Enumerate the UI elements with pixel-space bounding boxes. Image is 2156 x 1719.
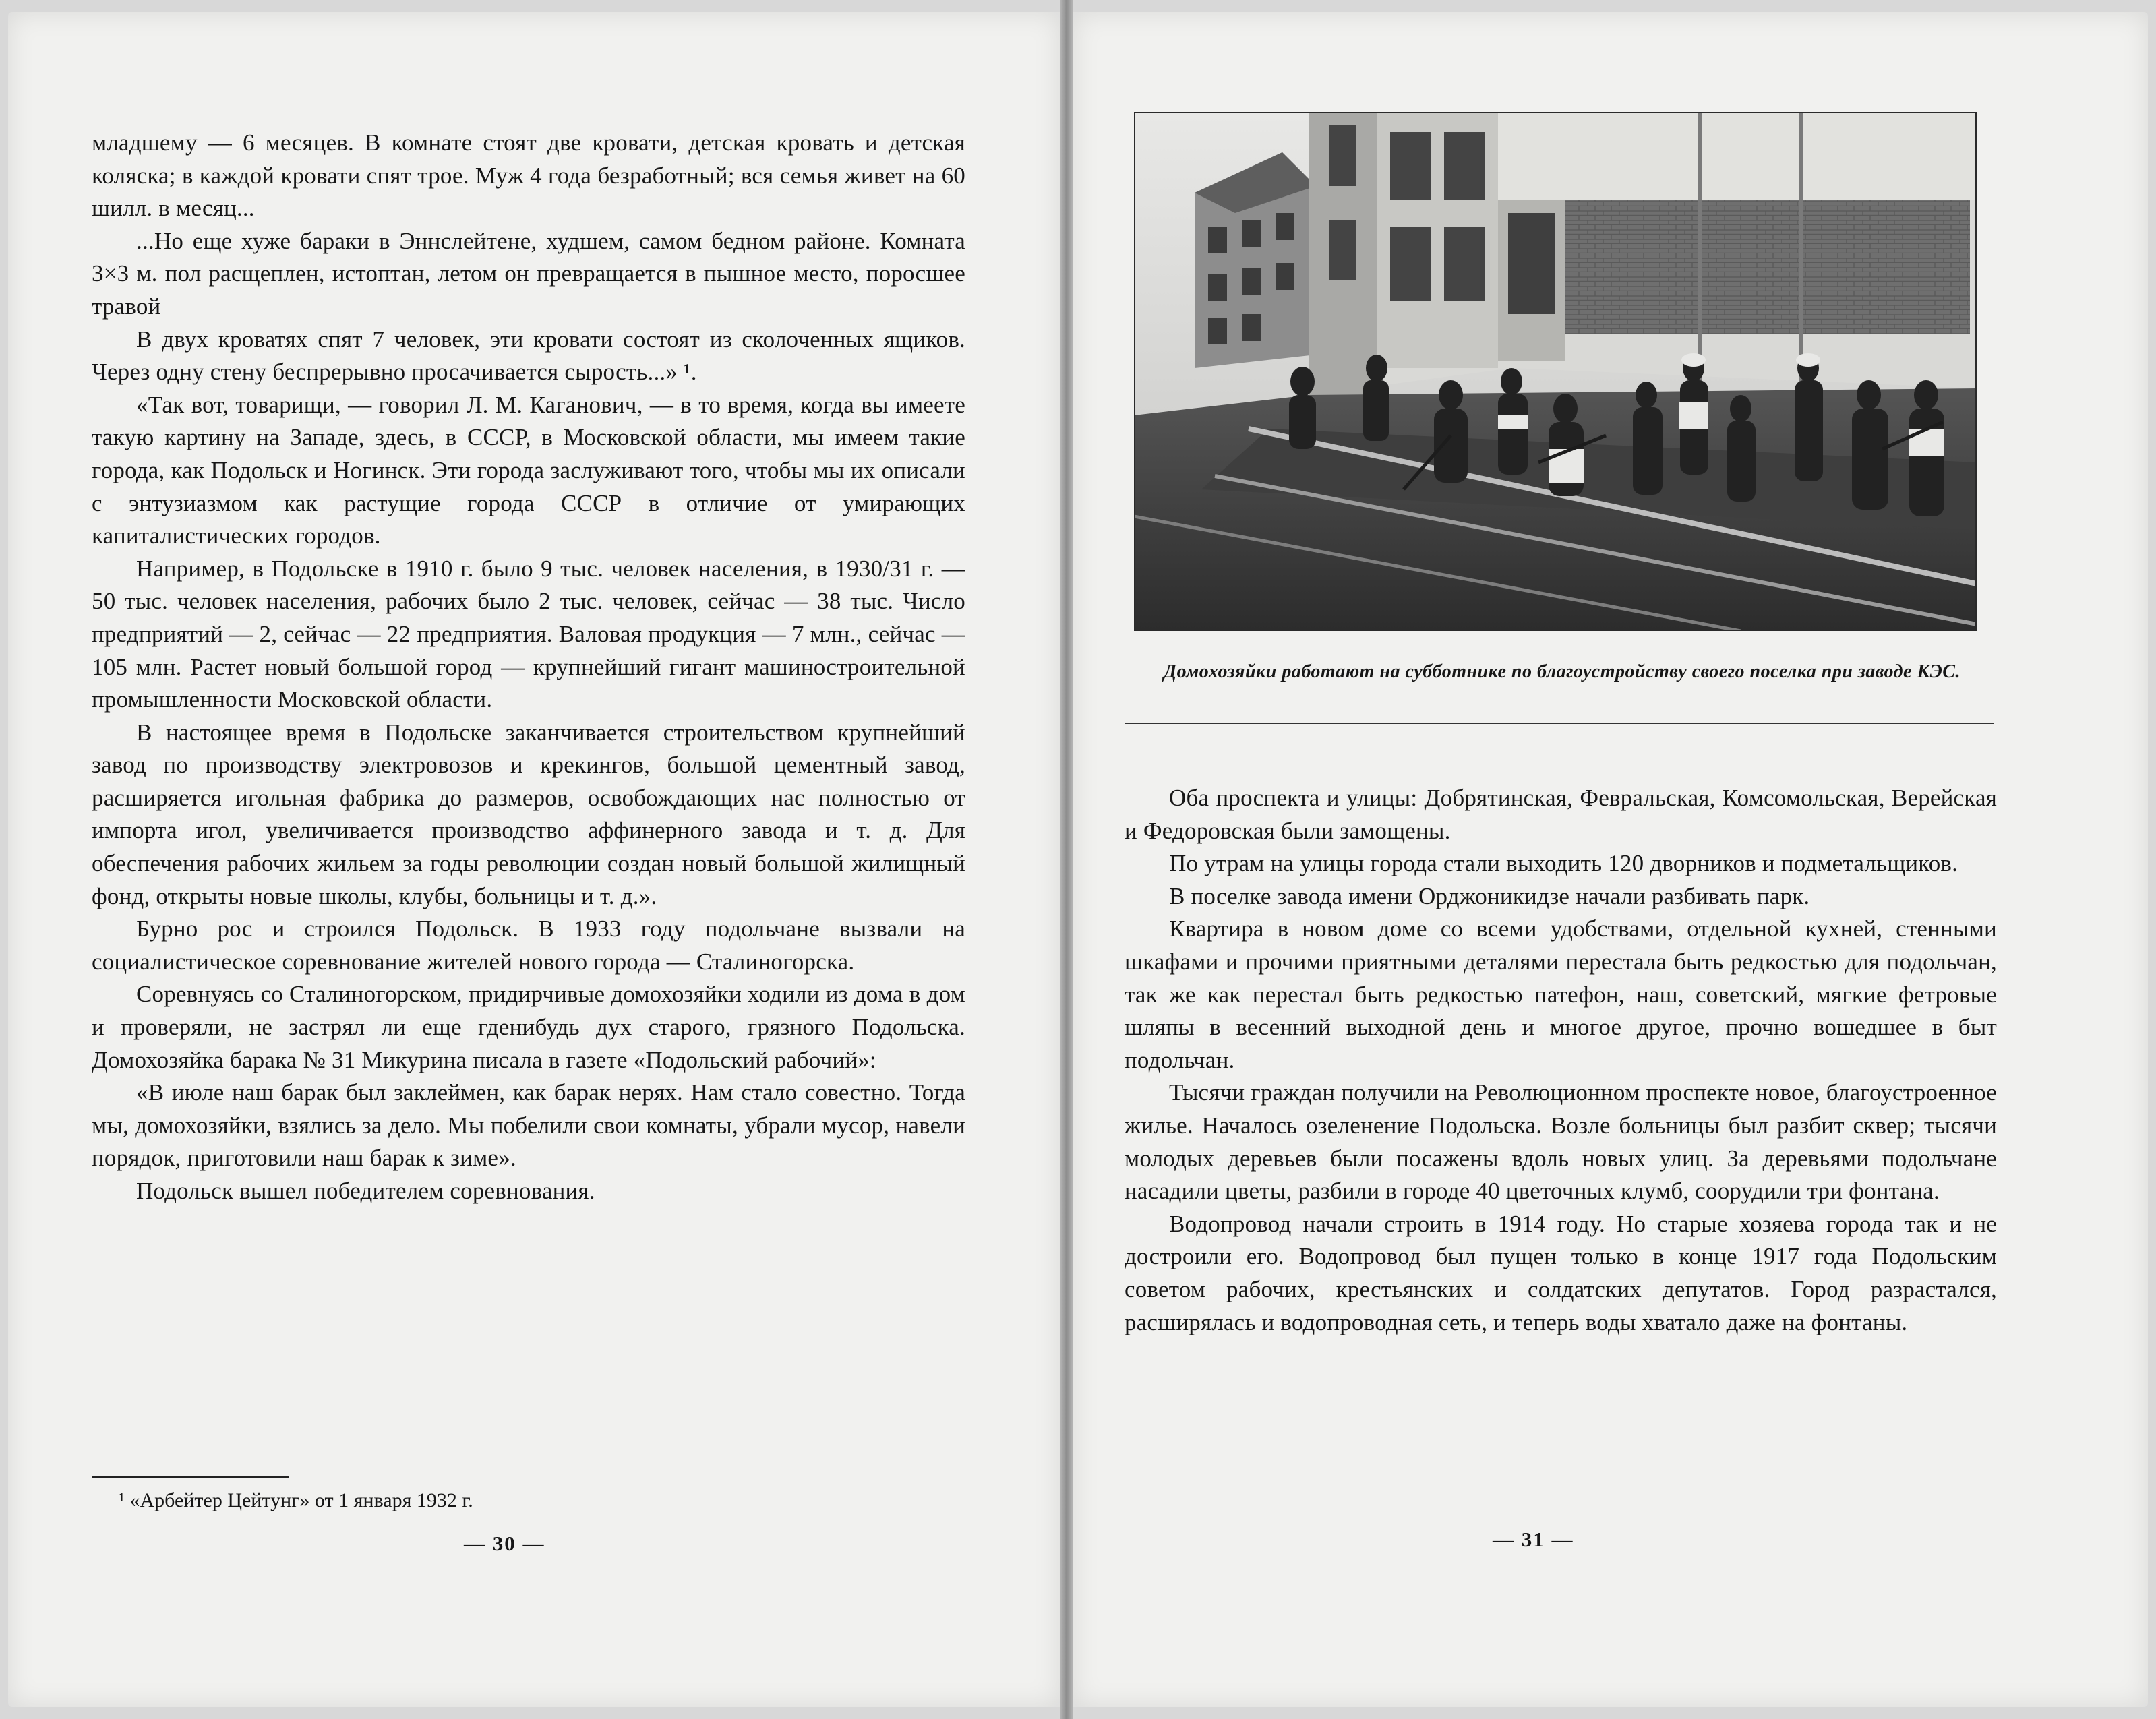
left-page-text xyxy=(92,127,965,1208)
page-number: — 31 — xyxy=(1493,1528,1574,1551)
paragraph: «В июле наш барак был заклеймен, как барак нерях. Нам стало совестно. Тогда мы, домохозяйки, взялись за дело. Мы побелили свои комнаты, убрали мусор, навели порядок, приготовили наш барак к зиме». xyxy=(92,1079,965,1172)
paragraph: Соревнуясь со Сталиногорском, придирчивые домохозяйки ходили из дома в дом и проверяли, не застрял ли еще гденибудь дух старого, грязного Подольска. Домохозяйка барака № 31 Микурина писала в газете «Подольский рабочий»: xyxy=(92,981,965,1073)
photo-caption: Домохозяйки работают на субботнике по благоустройству своего поселка при заводе КЭС. xyxy=(1164,661,1960,682)
paragraph: Квартира в новом доме со всеми удобствами, отдельной кухней, стенными шкафами и прочими приятными деталями перестала быть редкостью для подольчан, так же как перестал быть редкостью патефон, наш, советский, мягкие фетровые шляпы в весенний выходной день и многое другое, прочно вошедшее в быт подольчан. xyxy=(1125,915,1997,1073)
paragraph: «Так вот, товарищи, — говорил Л. М. Каганович, — в то время, когда вы имеете такую картину на Западе, здесь, в СССР, в Московской области, мы имеем такие города, как Подольск и Ногинск. Эти города заслуживают того, чтобы мы их описали с энтузиазмом как растущие города СССР в отличие от умирающих капиталистических городов. xyxy=(92,391,965,549)
caption-divider xyxy=(1125,723,1994,724)
paragraph: Бурно рос и строился Подольск. В 1933 году подольчане вызвали на социалистическое соревнование жителей нового города — Сталиногорска. xyxy=(92,915,965,975)
right-page-text xyxy=(1125,782,1997,1339)
paragraph: Тысячи граждан получили на Революционном проспекте новое, благоустроенное жилье. Началось озеленение Подольска. Возле больницы был разбит сквер; тысячи молодых деревьев были посажены вдоль новых улиц. За деревьями подольчане насадили цветы, разбили в городе 40 цветочных клумб, соорудили три фонтана. xyxy=(1125,1079,1997,1205)
paragraph: По утрам на улицы города стали выходить 120 дворников и подметальщиков. xyxy=(1169,850,1958,877)
left-page xyxy=(8,12,1060,1707)
paragraph: В двух кроватях спят 7 человек, эти кровати состоят из сколоченных ящиков. Через одну стену беспрерывно просачивается сырость...» ¹. xyxy=(92,326,965,386)
photo-housewives-subbotnik xyxy=(1134,112,1977,631)
book-gutter xyxy=(1060,0,1073,1719)
paragraph: В настоящее время в Подольске заканчивается строительством крупнейший завод по производству электровозов и крекингов, большой цементный завод, расширяется игольная фабрика до размеров, освобождающих нас полностью от импорта игол, увеличивается производство аффинерного завода и т. д. Для обеспечения рабочих жильем за годы революции создан новый большой жилищный фонд, открыты новые школы, клубы, больницы и т. д.». xyxy=(92,719,965,909)
paragraph: Подольск вышел победителем соревнования. xyxy=(136,1178,595,1204)
paragraph: Оба проспекта и улицы: Добрятинская, Февральская, Комсомольская, Верейская и Федоровская были замощены. xyxy=(1125,785,1997,844)
footnote: ¹ «Арбейтер Цейтунг» от 1 января 1932 г. xyxy=(119,1489,473,1511)
right-page xyxy=(1073,12,2148,1707)
photo-illustration xyxy=(1134,112,1977,631)
footnote-divider xyxy=(92,1476,289,1478)
paragraph: ...Но еще хуже бараки в Эннслейтене, худшем, самом бедном районе. Комната 3×3 м. пол расщеплен, истоптан, летом он превращается в пышное место, поросшее травой xyxy=(92,227,965,320)
paragraph: младшему — 6 месяцев. В комнате стоят две кровати, детская кровать и детская коляска; в каждой кровати спят трое. Муж 4 года безработный; вся семья живет на 60 шилл. в месяц... xyxy=(92,129,965,222)
paragraph: Водопровод начали строить в 1914 году. Но старые хозяева города так и не достроили его. Водопровод был пущен только в конце 1917 года Подольским советом рабочих, крестьянских и солдатских депутатов. Город разрастался, расширялась и водопроводная сеть, и теперь воды хватало даже на фонтаны. xyxy=(1125,1210,1997,1335)
paragraph: В поселке завода имени Орджоникидзе начали разбивать парк. xyxy=(1169,882,1810,909)
page-number: — 30 — xyxy=(464,1532,545,1555)
paragraph: Например, в Подольске в 1910 г. было 9 тыс. человек населения, в 1930/31 г. — 50 тыс. человек населения, рабочих было 2 тыс. человек, сейчас — 38 тыс. Число предприятий — 2, сейчас — 22 предприятия. Валовая продукция — 7 млн., сейчас — 105 млн. Растет новый большой город — крупнейший гигант машиностроительной промышленности Московской области. xyxy=(92,555,965,713)
